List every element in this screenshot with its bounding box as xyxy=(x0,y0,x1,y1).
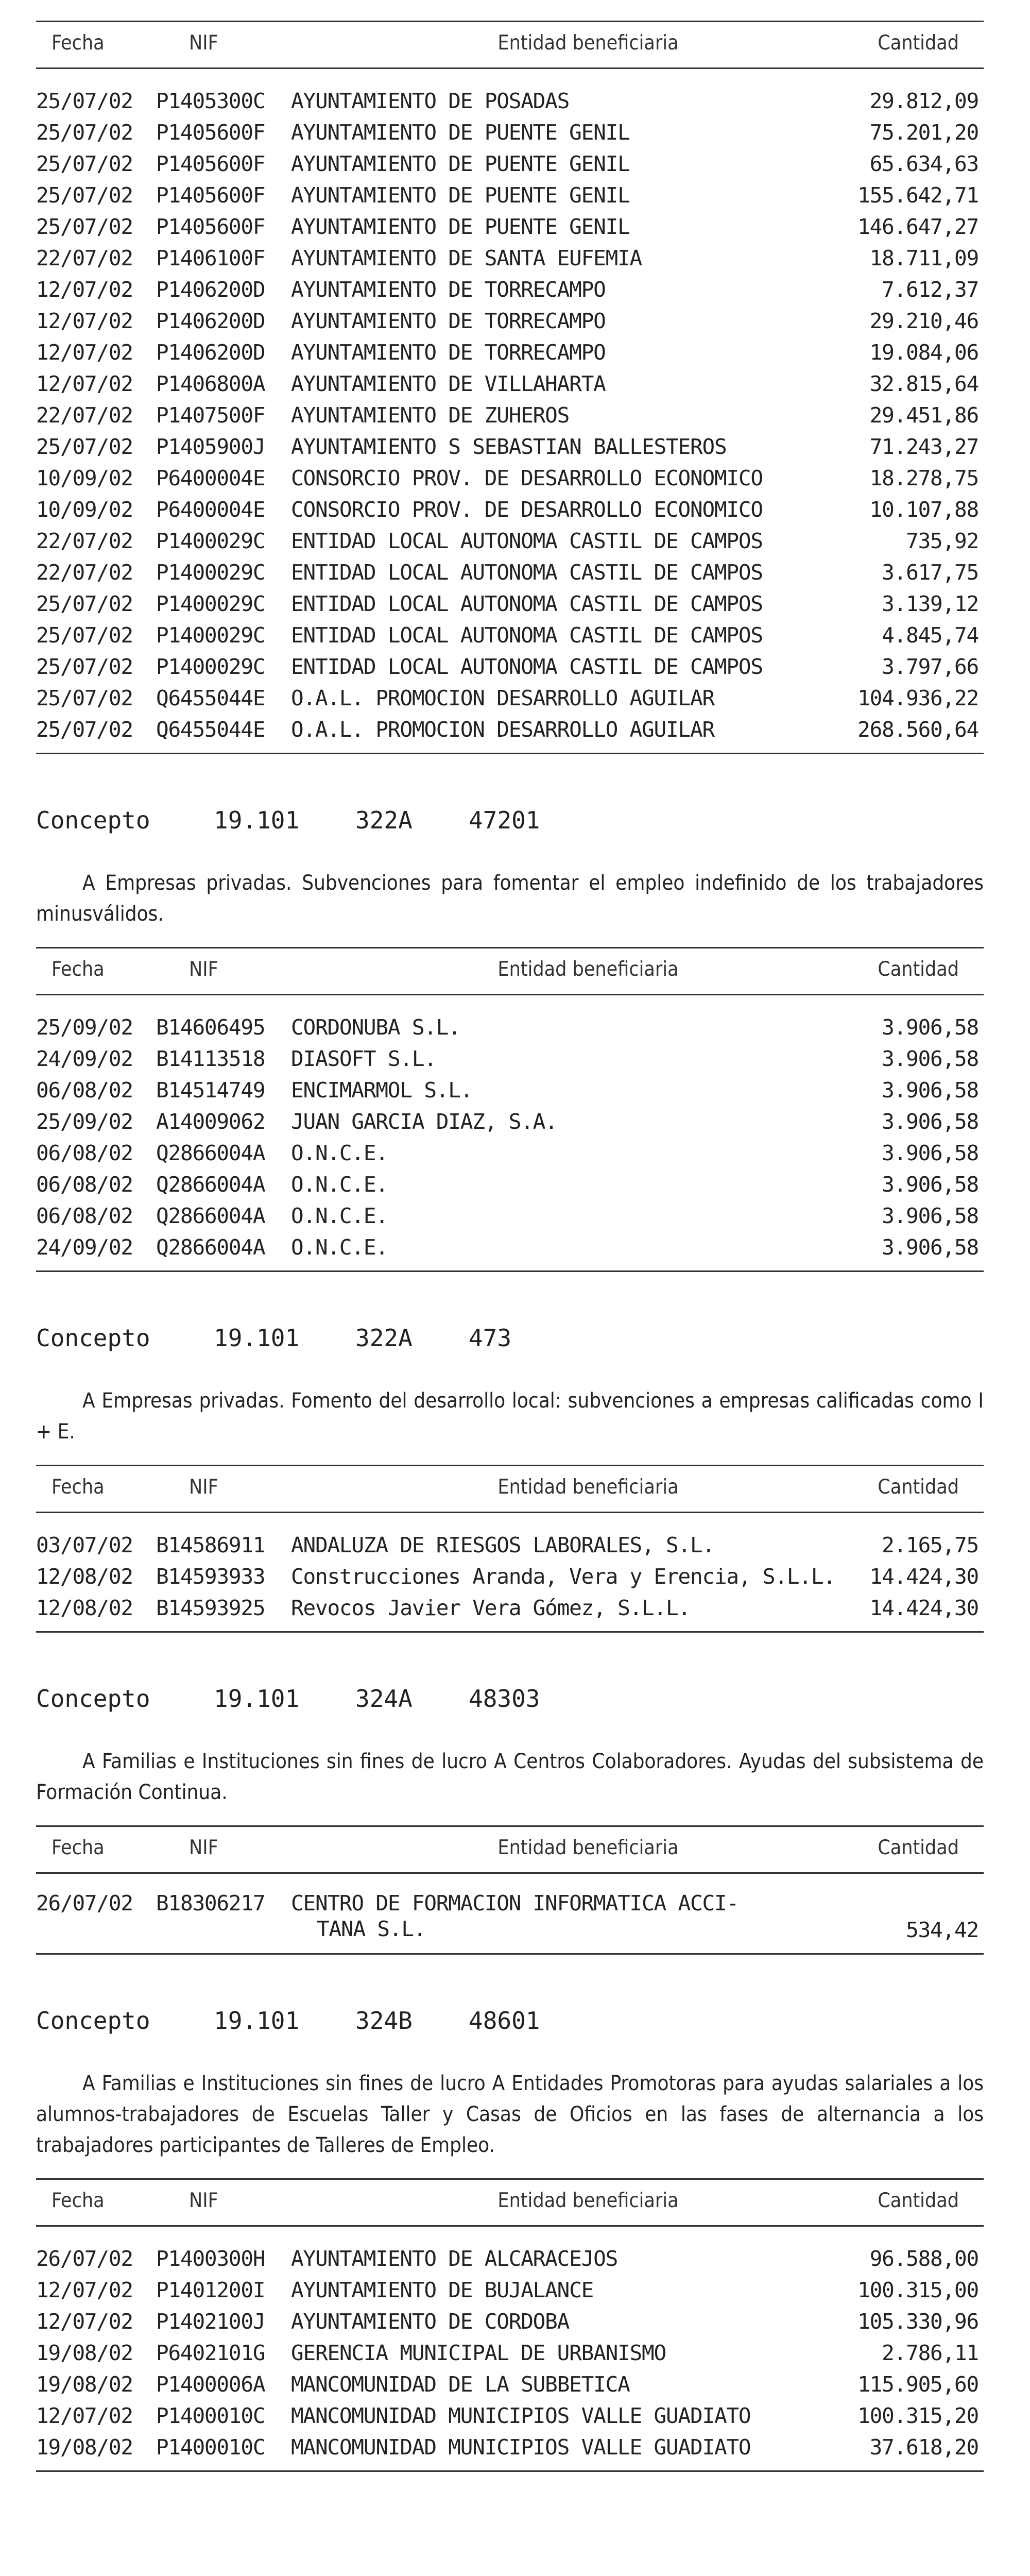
header-nif: NIF xyxy=(189,1836,218,1859)
cell-entidad: AYUNTAMIENTO S SEBASTIAN BALLESTEROS xyxy=(291,434,727,459)
cell-entidad: AYUNTAMIENTO DE ALCARACEJOS xyxy=(291,2246,618,2271)
cell-fecha: 06/08/02 xyxy=(36,1204,133,1228)
table-row xyxy=(36,1530,984,1561)
cell-nif: P1405300C xyxy=(156,89,265,113)
cell-fecha: 26/07/02 xyxy=(36,2246,133,2271)
cell-nif: B14586911 xyxy=(156,1533,265,1557)
cell-nif: P1400029C xyxy=(156,623,265,648)
cell-cantidad: 3.906,58 xyxy=(882,1078,978,1103)
cell-nif: P1400029C xyxy=(156,654,265,679)
cell-fecha: 25/09/02 xyxy=(36,1015,133,1040)
cell-entidad: ANDALUZA DE RIESGOS LABORALES, S.L. xyxy=(291,1533,714,1557)
cell-fecha: 03/07/02 xyxy=(36,1533,133,1557)
table-row xyxy=(36,274,984,306)
header-cantidad: Cantidad xyxy=(878,31,959,55)
cell-fecha: 19/08/02 xyxy=(36,2372,133,2397)
cell-entidad: MANCOMUNIDAD DE LA SUBBETICA xyxy=(291,2372,630,2397)
cell-cantidad: 3.797,66 xyxy=(882,654,978,679)
concept-code-organico: 19.101 xyxy=(214,1324,300,1352)
cell-fecha: 25/07/02 xyxy=(36,654,133,679)
cell-cantidad: 735,92 xyxy=(906,529,978,553)
concept-code-economico: 473 xyxy=(469,1324,512,1352)
cell-cantidad: 18.711,09 xyxy=(869,246,978,270)
header-cantidad: Cantidad xyxy=(878,1836,959,1859)
header-cantidad: Cantidad xyxy=(878,1476,959,1499)
table-body xyxy=(36,69,984,753)
cell-fecha: 25/07/02 xyxy=(36,151,133,176)
document xyxy=(36,21,984,2472)
cell-nif: P1400010C xyxy=(156,2403,265,2428)
table-row xyxy=(36,494,984,526)
cell-fecha: 25/07/02 xyxy=(36,183,133,208)
cell-fecha: 10/09/02 xyxy=(36,497,133,522)
cell-cantidad: 3.906,58 xyxy=(882,1046,978,1071)
cell-cantidad: 3.906,58 xyxy=(882,1141,978,1165)
cell-entidad: O.N.C.E. xyxy=(291,1204,388,1228)
concept-label: Concepto xyxy=(36,1324,150,1352)
cell-fecha: 25/07/02 xyxy=(36,623,133,648)
cell-nif: B14113518 xyxy=(156,1046,265,1071)
table-row xyxy=(36,2243,984,2275)
table-body xyxy=(36,1874,984,1953)
cell-cantidad: 29.812,09 xyxy=(869,89,978,113)
cell-fecha: 25/07/02 xyxy=(36,591,133,616)
cell-entidad: ENTIDAD LOCAL AUTONOMA CASTIL DE CAMPOS xyxy=(291,529,763,553)
cell-fecha: 24/09/02 xyxy=(36,1046,133,1071)
cell-entidad: JUAN GARCIA DIAZ, S.A. xyxy=(291,1109,557,1134)
cell-nif: Q6455044E xyxy=(156,717,265,742)
table-row xyxy=(36,463,984,494)
cell-entidad: MANCOMUNIDAD MUNICIPIOS VALLE GUADIATO xyxy=(291,2435,751,2460)
table-header xyxy=(36,22,984,69)
cell-cantidad: 3.617,75 xyxy=(882,560,978,585)
cell-entidad: AYUNTAMIENTO DE TORRECAMPO xyxy=(291,277,606,302)
table-row xyxy=(36,1012,984,1043)
concept-heading xyxy=(36,1683,984,1714)
concept-heading xyxy=(36,805,984,836)
cell-entidad: DIASOFT S.L. xyxy=(291,1046,436,1071)
cell-cantidad: 534,42 xyxy=(906,1918,978,1942)
header-entidad: Entidad beneficiaria xyxy=(497,2189,679,2212)
cell-entidad: AYUNTAMIENTO DE TORRECAMPO xyxy=(291,340,606,365)
cell-entidad: CONSORCIO PROV. DE DESARROLLO ECONOMICO xyxy=(291,497,763,522)
table-row xyxy=(36,2275,984,2306)
cell-nif: P1407500F xyxy=(156,403,265,428)
cell-nif: P1400029C xyxy=(156,560,265,585)
cell-fecha: 12/07/02 xyxy=(36,2309,133,2334)
concept-code-economico: 48601 xyxy=(469,2007,540,2035)
cell-nif: P1400006A xyxy=(156,2372,265,2397)
table-row xyxy=(36,211,984,243)
header-entidad: Entidad beneficiaria xyxy=(497,1836,679,1859)
header-fecha: Fecha xyxy=(52,1836,105,1859)
table-row xyxy=(36,148,984,180)
table-row xyxy=(36,620,984,651)
concept-code-programa: 324B xyxy=(355,2007,413,2035)
table-row xyxy=(36,431,984,463)
cell-nif: P1406800A xyxy=(156,371,265,396)
cell-entidad: Revocos Javier Vera Gómez, S.L.L. xyxy=(291,1596,690,1620)
cell-entidad: CORDONUBA S.L. xyxy=(291,1015,460,1040)
concept-label: Concepto xyxy=(36,1685,150,1713)
table-row xyxy=(36,400,984,431)
concept-code-programa: 322A xyxy=(355,806,413,834)
cell-entidad: ENTIDAD LOCAL AUTONOMA CASTIL DE CAMPOS xyxy=(291,623,763,648)
cell-entidad: AYUNTAMIENTO DE PUENTE GENIL xyxy=(291,120,630,145)
header-nif: NIF xyxy=(189,958,218,981)
cell-entidad: O.A.L. PROMOCION DESARROLLO AGUILAR xyxy=(291,686,714,710)
cell-cantidad: 4.845,74 xyxy=(882,623,978,648)
cell-fecha: 12/07/02 xyxy=(36,277,133,302)
cell-nif: P1401200I xyxy=(156,2278,265,2302)
cell-nif: Q2866004A xyxy=(156,1141,265,1165)
cell-cantidad: 105.330,96 xyxy=(857,2309,978,2334)
cell-fecha: 12/07/02 xyxy=(36,2403,133,2428)
cell-entidad: AYUNTAMIENTO DE BUJALANCE xyxy=(291,2278,594,2302)
cell-fecha: 25/07/02 xyxy=(36,89,133,113)
cell-entidad: ENCIMARMOL S.L. xyxy=(291,1078,473,1103)
table-row xyxy=(36,1138,984,1169)
concept-code-organico: 19.101 xyxy=(214,1685,300,1713)
cell-nif: B14593933 xyxy=(156,1564,265,1589)
cell-nif: Q6455044E xyxy=(156,686,265,710)
header-fecha: Fecha xyxy=(52,2189,105,2212)
cell-cantidad: 29.451,86 xyxy=(869,403,978,428)
concept-description: A Familias e Instituciones sin fines de lucro A Centros Colaboradores. Ayudas del subsistema de Formación Continua. xyxy=(36,1750,984,1804)
cell-nif: P1400300H xyxy=(156,2246,265,2271)
cell-fecha: 22/07/02 xyxy=(36,529,133,553)
cell-entidad: O.N.C.E. xyxy=(291,1172,388,1197)
cell-fecha: 22/07/02 xyxy=(36,403,133,428)
cell-cantidad: 14.424,30 xyxy=(869,1564,978,1589)
table-row xyxy=(36,2337,984,2369)
cell-cantidad: 104.936,22 xyxy=(857,686,978,710)
cell-cantidad: 96.588,00 xyxy=(869,2246,978,2271)
cell-cantidad: 2.165,75 xyxy=(882,1533,978,1557)
cell-cantidad: 18.278,75 xyxy=(869,466,978,490)
cell-nif: P1400029C xyxy=(156,591,265,616)
header-entidad: Entidad beneficiaria xyxy=(497,1476,679,1499)
cell-cantidad: 3.906,58 xyxy=(882,1172,978,1197)
cell-fecha: 25/09/02 xyxy=(36,1109,133,1134)
table-row xyxy=(36,1200,984,1232)
cell-entidad: AYUNTAMIENTO DE POSADAS xyxy=(291,89,570,113)
cell-fecha: 19/08/02 xyxy=(36,2341,133,2365)
cell-entidad: AYUNTAMIENTO DE PUENTE GENIL xyxy=(291,183,630,208)
cell-nif: P1406200D xyxy=(156,309,265,333)
cell-entidad: ENTIDAD LOCAL AUTONOMA CASTIL DE CAMPOS xyxy=(291,654,763,679)
table-row xyxy=(36,117,984,148)
cell-entidad xyxy=(291,1890,739,1942)
cell-entidad-line-1: CENTRO DE FORMACION INFORMATICA ACCI- xyxy=(291,1891,739,1916)
cell-cantidad: 100.315,20 xyxy=(857,2403,978,2428)
cell-entidad: GERENCIA MUNICIPAL DE URBANISMO xyxy=(291,2341,666,2365)
cell-fecha: 12/08/02 xyxy=(36,1596,133,1620)
table-header xyxy=(36,948,984,995)
concept-description: A Familias e Instituciones sin fines de lucro A Entidades Promotoras para ayudas salariales a los alumnos-trabajadores de Escuelas Taller y Casas de Oficios en las fases de alternancia a los trabajadores participantes de Talleres de Empleo. xyxy=(36,2072,984,2157)
cell-nif: A14009062 xyxy=(156,1109,265,1134)
concept-heading xyxy=(36,1323,984,1353)
cell-nif: Q2866004A xyxy=(156,1172,265,1197)
cell-entidad: MANCOMUNIDAD MUNICIPIOS VALLE GUADIATO xyxy=(291,2403,751,2428)
cell-fecha: 25/07/02 xyxy=(36,214,133,239)
cell-fecha: 12/07/02 xyxy=(36,340,133,365)
table-row xyxy=(36,651,984,683)
cell-nif: P1400010C xyxy=(156,2435,265,2460)
cell-cantidad: 3.906,58 xyxy=(882,1109,978,1134)
cell-fecha: 19/08/02 xyxy=(36,2435,133,2460)
cell-fecha: 22/07/02 xyxy=(36,246,133,270)
concept-label: Concepto xyxy=(36,2007,150,2035)
cell-cantidad: 10.107,88 xyxy=(869,497,978,522)
cell-nif: B14606495 xyxy=(156,1015,265,1040)
cell-fecha: 10/09/02 xyxy=(36,466,133,490)
cell-nif: B18306217 xyxy=(156,1891,265,1916)
header-fecha: Fecha xyxy=(52,1476,105,1499)
concept-code-economico: 47201 xyxy=(469,806,540,834)
cell-nif: P1405600F xyxy=(156,120,265,145)
table-row xyxy=(36,2400,984,2432)
concept-code-organico: 19.101 xyxy=(214,2007,300,2035)
cell-cantidad: 75.201,20 xyxy=(869,120,978,145)
table-row xyxy=(36,86,984,117)
header-fecha: Fecha xyxy=(52,31,105,55)
cell-fecha: 12/07/02 xyxy=(36,309,133,333)
cell-cantidad: 65.634,63 xyxy=(869,151,978,176)
cell-cantidad: 3.906,58 xyxy=(882,1015,978,1040)
cell-nif: P1406200D xyxy=(156,277,265,302)
cell-fecha: 06/08/02 xyxy=(36,1078,133,1103)
cell-nif: P1405600F xyxy=(156,214,265,239)
cell-entidad: AYUNTAMIENTO DE CORDOBA xyxy=(291,2309,570,2334)
table-row xyxy=(36,1592,984,1624)
header-nif: NIF xyxy=(189,1476,218,1499)
header-cantidad: Cantidad xyxy=(878,2189,959,2212)
table-row xyxy=(36,1561,984,1592)
cell-nif: P6400004E xyxy=(156,466,265,490)
table-row xyxy=(36,557,984,588)
cell-entidad: AYUNTAMIENTO DE PUENTE GENIL xyxy=(291,214,630,239)
cell-fecha: 06/08/02 xyxy=(36,1172,133,1197)
cell-entidad: CONSORCIO PROV. DE DESARROLLO ECONOMICO xyxy=(291,466,763,490)
cell-nif: P1405600F xyxy=(156,151,265,176)
table-row xyxy=(36,714,984,745)
table-row xyxy=(36,2306,984,2337)
cell-fecha: 12/08/02 xyxy=(36,1564,133,1589)
cell-nif: P1402100J xyxy=(156,2309,265,2334)
cell-entidad: AYUNTAMIENTO DE ZUHEROS xyxy=(291,403,570,428)
cell-fecha: 25/07/02 xyxy=(36,717,133,742)
table-header xyxy=(36,2180,984,2227)
cell-cantidad: 100.315,00 xyxy=(857,2278,978,2302)
concept-code-organico: 19.101 xyxy=(214,806,300,834)
cell-entidad: O.N.C.E. xyxy=(291,1141,388,1165)
cell-fecha: 26/07/02 xyxy=(36,1891,133,1916)
cell-fecha: 12/07/02 xyxy=(36,371,133,396)
cell-nif: Q2866004A xyxy=(156,1235,265,1260)
cell-cantidad: 3.139,12 xyxy=(882,591,978,616)
cell-nif: Q2866004A xyxy=(156,1204,265,1228)
table-body xyxy=(36,1513,984,1631)
table-header xyxy=(36,1466,984,1513)
cell-fecha: 25/07/02 xyxy=(36,434,133,459)
table-row xyxy=(36,1232,984,1263)
concept-code-programa: 322A xyxy=(355,1324,413,1352)
table-row xyxy=(36,306,984,337)
cell-fecha: 25/07/02 xyxy=(36,120,133,145)
cell-entidad: ENTIDAD LOCAL AUTONOMA CASTIL DE CAMPOS xyxy=(291,591,763,616)
cell-entidad: AYUNTAMIENTO DE SANTA EUFEMIA xyxy=(291,246,642,270)
cell-nif: B14514749 xyxy=(156,1078,265,1103)
header-nif: NIF xyxy=(189,31,218,55)
concept-code-programa: 324A xyxy=(355,1685,413,1713)
table-row xyxy=(36,368,984,400)
cell-cantidad: 146.647,27 xyxy=(857,214,978,239)
cell-nif: P1406200D xyxy=(156,340,265,365)
header-entidad: Entidad beneficiaria xyxy=(497,31,679,55)
table-row xyxy=(36,337,984,368)
cell-entidad-line-2: TANA S.L. xyxy=(317,1917,426,1941)
cell-cantidad: 71.243,27 xyxy=(869,434,978,459)
cell-entidad: AYUNTAMIENTO DE VILLAHARTA xyxy=(291,371,606,396)
table-row xyxy=(36,526,984,557)
cell-cantidad: 37.618,20 xyxy=(869,2435,978,2460)
cell-entidad: O.A.L. PROMOCION DESARROLLO AGUILAR xyxy=(291,717,714,742)
cell-cantidad: 7.612,37 xyxy=(882,277,978,302)
concept-description: A Empresas privadas. Fomento del desarrollo local: subvenciones a empresas calificadas como I + E. xyxy=(36,1389,984,1444)
cell-nif: P1406100F xyxy=(156,246,265,270)
cell-cantidad: 115.905,60 xyxy=(857,2372,978,2397)
cell-cantidad: 3.906,58 xyxy=(882,1204,978,1228)
cell-entidad: O.N.C.E. xyxy=(291,1235,388,1260)
cell-entidad: Construcciones Aranda, Vera y Erencia, S.L.L. xyxy=(291,1564,835,1589)
table-row xyxy=(36,1169,984,1200)
header-cantidad: Cantidad xyxy=(878,958,959,981)
table-section-2 xyxy=(36,1465,984,1633)
table-row xyxy=(36,243,984,274)
cell-entidad: ENTIDAD LOCAL AUTONOMA CASTIL DE CAMPOS xyxy=(291,560,763,585)
cell-fecha: 24/09/02 xyxy=(36,1235,133,1260)
table-row xyxy=(36,1890,984,1946)
cell-nif: P1400029C xyxy=(156,529,265,553)
table-body xyxy=(36,2227,984,2470)
cell-nif: P6402101G xyxy=(156,2341,265,2365)
table-row xyxy=(36,1043,984,1075)
table-section-3 xyxy=(36,1825,984,1955)
concept-code-economico: 48303 xyxy=(469,1685,540,1713)
table-section-0 xyxy=(36,21,984,754)
cell-nif: P1405600F xyxy=(156,183,265,208)
cell-cantidad: 268.560,64 xyxy=(857,717,978,742)
cell-cantidad: 32.815,64 xyxy=(869,371,978,396)
table-row xyxy=(36,1106,984,1138)
cell-fecha: 06/08/02 xyxy=(36,1141,133,1165)
table-body xyxy=(36,995,984,1270)
header-entidad: Entidad beneficiaria xyxy=(497,958,679,981)
table-header xyxy=(36,1827,984,1874)
table-section-1 xyxy=(36,947,984,1272)
concept-description: A Empresas privadas. Subvenciones para fomentar el empleo indefinido de los trabajadores minusválidos. xyxy=(36,871,984,926)
cell-cantidad: 155.642,71 xyxy=(857,183,978,208)
cell-cantidad: 14.424,30 xyxy=(869,1596,978,1620)
concept-heading xyxy=(36,2005,984,2036)
table-row xyxy=(36,2369,984,2400)
header-fecha: Fecha xyxy=(52,958,105,981)
table-row xyxy=(36,683,984,714)
cell-entidad: AYUNTAMIENTO DE PUENTE GENIL xyxy=(291,151,630,176)
table-row xyxy=(36,588,984,620)
cell-nif: P6400004E xyxy=(156,497,265,522)
cell-cantidad: 2.786,11 xyxy=(882,2341,978,2365)
table-section-4 xyxy=(36,2178,984,2472)
cell-cantidad: 3.906,58 xyxy=(882,1235,978,1260)
header-nif: NIF xyxy=(189,2189,218,2212)
cell-entidad: AYUNTAMIENTO DE TORRECAMPO xyxy=(291,309,606,333)
concept-label: Concepto xyxy=(36,806,150,834)
cell-fecha: 12/07/02 xyxy=(36,2278,133,2302)
cell-nif: P1405900J xyxy=(156,434,265,459)
cell-fecha: 25/07/02 xyxy=(36,686,133,710)
table-row xyxy=(36,2432,984,2463)
cell-fecha: 22/07/02 xyxy=(36,560,133,585)
cell-nif: B14593925 xyxy=(156,1596,265,1620)
table-row xyxy=(36,180,984,211)
cell-cantidad: 29.210,46 xyxy=(869,309,978,333)
table-row xyxy=(36,1075,984,1106)
cell-cantidad: 19.084,06 xyxy=(869,340,978,365)
